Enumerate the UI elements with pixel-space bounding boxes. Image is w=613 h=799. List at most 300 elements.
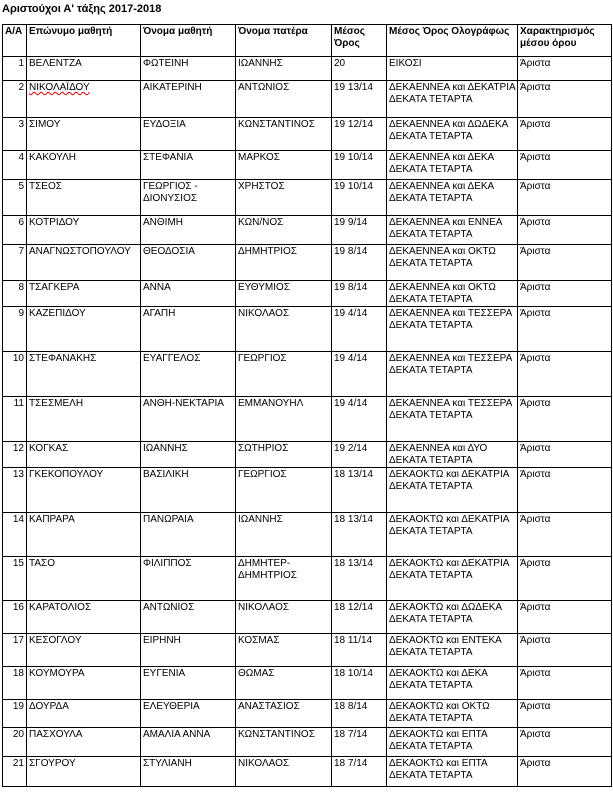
grade-cell — [518, 757, 612, 787]
surname-cell — [27, 468, 141, 513]
grade-cell-text: Άριστα — [520, 82, 551, 93]
grade-cell-text: Άριστα — [520, 701, 551, 712]
grade-cell — [518, 700, 612, 728]
surname-cell — [27, 557, 141, 601]
grade-cell-text: Άριστα — [520, 181, 551, 192]
table-row — [3, 352, 612, 397]
document-title: Αριστούχοι Α' τάξης 2017-2018 — [2, 3, 162, 15]
table-row — [3, 151, 612, 180]
average-words-cell-text: ΔΕΚΑΕΝΝΕΑ και ΤΕΣΣΕΡΑ ΔΕΚΑΤΑ ΤΕΤΑΡΤΑ — [389, 308, 512, 331]
grade-cell-text: Άριστα — [520, 558, 551, 569]
first-name-cell-text: ΙΩΑΝΝΗΣ — [143, 443, 188, 454]
grade-cell — [518, 307, 612, 352]
average-cell — [332, 81, 387, 118]
surname-cell — [27, 634, 141, 667]
first-name-cell — [141, 557, 236, 601]
average-cell — [332, 397, 387, 442]
first-name-cell-text: ΑΙΚΑΤΕΡΙΝΗ — [143, 82, 202, 93]
table-row — [3, 634, 612, 667]
father-name-cell — [236, 118, 332, 151]
average-words-cell — [387, 118, 518, 151]
first-name-cell-text: ΕΛΕΥΘΕΡΙΑ — [143, 701, 200, 712]
father-name-cell — [236, 513, 332, 557]
grade-cell — [518, 397, 612, 442]
row-number — [3, 557, 27, 601]
father-name-cell-text: ΔΗΜΗΤΡΙΟΣ — [238, 246, 297, 257]
row-number-text: 20 — [12, 729, 24, 740]
row-number — [3, 468, 27, 513]
average-cell-text: 19 4/14 — [334, 353, 368, 364]
row-number — [3, 700, 27, 728]
first-name-cell-text: ΣΤΕΦΑΝΙΑ — [143, 152, 193, 163]
average-cell-text: 18 8/14 — [334, 701, 368, 712]
grade-cell-text: Άριστα — [520, 217, 551, 228]
father-name-cell-text: ΝΙΚΟΛΑΟΣ — [238, 602, 290, 613]
first-name-cell — [141, 307, 236, 352]
row-number-text: 9 — [18, 308, 24, 319]
father-name-cell-text: ΜΑΡΚΟΣ — [238, 152, 280, 163]
header-grade: Χαρακτηρισμός μέσου όρου — [518, 25, 612, 57]
first-name-cell — [141, 57, 236, 81]
table-row — [3, 728, 612, 757]
average-words-cell-text: ΔΕΚΑΕΝΝΕΑ και ΤΕΣΣΕΡΑ ΔΕΚΑΤΑ ΤΕΤΑΡΤΑ — [389, 398, 512, 421]
grade-cell-text: Άριστα — [520, 353, 551, 364]
row-number-text: 8 — [18, 282, 24, 293]
average-words-cell — [387, 728, 518, 757]
first-name-cell-text: ΑΝΤΩΝΙΟΣ — [143, 602, 195, 613]
father-name-cell-text: ΣΩΤΗΡΙΟΣ — [238, 443, 289, 454]
grade-cell — [518, 557, 612, 601]
average-words-cell-text: ΔΕΚΑΕΝΝΕΑ και ΕΝΝΕΑ ΔΕΚΑΤΑ ΤΕΤΑΡΤΑ — [389, 217, 502, 240]
average-cell — [332, 667, 387, 700]
row-number-text: 4 — [18, 152, 24, 163]
first-name-cell — [141, 468, 236, 513]
surname-cell-text: ΒΕΛΕΝΤΖΑ — [29, 58, 82, 69]
average-cell — [332, 216, 387, 245]
table-row — [3, 245, 612, 281]
surname-cell — [27, 57, 141, 81]
grade-cell-text: Άριστα — [520, 282, 551, 293]
grade-cell-text: Άριστα — [520, 308, 551, 319]
average-words-cell — [387, 667, 518, 700]
table-row — [3, 180, 612, 216]
average-cell-text: 18 13/14 — [334, 558, 373, 569]
average-words-cell — [387, 601, 518, 634]
row-number — [3, 281, 27, 307]
father-name-cell — [236, 757, 332, 787]
first-name-cell-text: ΑΝΘΙΜΗ — [143, 217, 183, 228]
average-cell-text: 18 7/14 — [334, 729, 368, 740]
row-number-text: 3 — [18, 119, 24, 130]
father-name-cell-text: ΙΩΑΝΝΗΣ — [238, 58, 283, 69]
grade-cell — [518, 57, 612, 81]
first-name-cell-text: ΠΑΝΩΡΑΙΑ — [143, 514, 194, 525]
row-number-text: 13 — [12, 469, 24, 480]
average-cell — [332, 442, 387, 468]
average-cell-text: 19 2/14 — [334, 443, 368, 454]
average-words-cell — [387, 468, 518, 513]
average-cell — [332, 700, 387, 728]
grade-cell — [518, 667, 612, 700]
grade-cell-text: Άριστα — [520, 246, 551, 257]
first-name-cell-text: ΦΩΤΕΙΝΗ — [143, 58, 189, 69]
table-row — [3, 667, 612, 700]
father-name-cell-text: ΚΩΝ/ΝΟΣ — [238, 217, 284, 228]
father-name-cell-text: ΕΥΘΥΜΙΟΣ — [238, 282, 290, 293]
average-words-cell — [387, 700, 518, 728]
father-name-cell — [236, 468, 332, 513]
table-row — [3, 700, 612, 728]
average-words-cell — [387, 151, 518, 180]
average-cell-text: 19 10/14 — [334, 181, 373, 192]
surname-cell — [27, 307, 141, 352]
father-name-cell — [236, 601, 332, 634]
grade-cell-text: Άριστα — [520, 668, 551, 679]
average-cell-text: 18 11/14 — [334, 635, 373, 646]
average-words-cell — [387, 397, 518, 442]
row-number-text: 16 — [12, 602, 24, 613]
first-name-cell — [141, 180, 236, 216]
average-words-cell-text: ΔΕΚΑΕΝΝΕΑ και ΟΚΤΩ ΔΕΚΑΤΑ ΤΕΤΑΡΤΑ — [389, 246, 496, 269]
average-cell — [332, 601, 387, 634]
row-number — [3, 397, 27, 442]
average-words-cell — [387, 81, 518, 118]
grade-cell-text: Άριστα — [520, 758, 551, 769]
average-words-cell-text: ΔΕΚΑΕΝΝΕΑ και ΤΕΣΣΕΡΑ ΔΕΚΑΤΑ ΤΕΤΑΡΤΑ — [389, 353, 512, 376]
average-cell — [332, 281, 387, 307]
average-cell-text: 19 10/14 — [334, 152, 373, 163]
surname-cell — [27, 118, 141, 151]
father-name-cell — [236, 634, 332, 667]
father-name-cell — [236, 81, 332, 118]
father-name-cell-text: ΕΜΜΑΝΟΥΗΛ — [238, 398, 304, 409]
first-name-cell — [141, 245, 236, 281]
average-cell — [332, 728, 387, 757]
first-name-cell — [141, 757, 236, 787]
average-words-cell — [387, 513, 518, 557]
father-name-cell — [236, 180, 332, 216]
average-words-cell-text: ΕΙΚΟΣΙ — [389, 58, 422, 69]
father-name-cell-text: ΑΝΑΣΤΑΣΙΟΣ — [238, 701, 300, 712]
average-cell — [332, 352, 387, 397]
grade-cell — [518, 118, 612, 151]
table-row — [3, 307, 612, 352]
grade-cell-text: Άριστα — [520, 469, 551, 480]
average-cell — [332, 151, 387, 180]
average-words-cell-text: ΔΕΚΑΟΚΤΩ και ΕΠΤΑ ΔΕΚΑΤΑ ΤΕΤΑΡΤΑ — [389, 729, 488, 752]
grade-cell-text: Άριστα — [520, 119, 551, 130]
table-row — [3, 757, 612, 787]
first-name-cell — [141, 281, 236, 307]
row-number — [3, 307, 27, 352]
average-cell — [332, 57, 387, 81]
average-cell-text: 19 8/14 — [334, 246, 368, 257]
father-name-cell-text: ΓΕΩΡΓΙΟΣ — [238, 469, 287, 480]
row-number-text: 12 — [12, 443, 24, 454]
grade-cell-text: Άριστα — [520, 443, 551, 454]
average-words-cell — [387, 245, 518, 281]
grade-cell — [518, 442, 612, 468]
row-number — [3, 57, 27, 81]
first-name-cell — [141, 118, 236, 151]
first-name-cell-text: ΑΜΑΛΙΑ ΑΝΝΑ — [143, 729, 211, 740]
row-number — [3, 81, 27, 118]
average-cell-text: 19 12/14 — [334, 119, 373, 130]
surname-cell — [27, 245, 141, 281]
row-number-text: 15 — [12, 558, 24, 569]
row-number — [3, 151, 27, 180]
row-number — [3, 634, 27, 667]
grade-cell — [518, 151, 612, 180]
row-number-text: 10 — [12, 353, 24, 364]
row-number-text: 18 — [12, 668, 24, 679]
average-words-cell-text: ΔΕΚΑΟΚΤΩ και ΕΠΤΑ ΔΕΚΑΤΑ ΤΕΤΑΡΤΑ — [389, 758, 488, 781]
row-number-text: 21 — [12, 758, 24, 769]
father-name-cell — [236, 151, 332, 180]
table-row — [3, 216, 612, 245]
first-name-cell — [141, 352, 236, 397]
first-name-cell-text: ΑΝΝΑ — [143, 282, 171, 293]
row-number — [3, 728, 27, 757]
father-name-cell — [236, 352, 332, 397]
grade-cell-text: Άριστα — [520, 58, 551, 69]
surname-cell — [27, 281, 141, 307]
surname-cell — [27, 216, 141, 245]
grade-cell — [518, 634, 612, 667]
first-name-cell-text: ΒΑΣΙΛΙΚΗ — [143, 469, 189, 480]
grade-cell — [518, 468, 612, 513]
table-row — [3, 397, 612, 442]
grade-cell — [518, 216, 612, 245]
average-cell-text: 18 13/14 — [334, 469, 373, 480]
father-name-cell — [236, 281, 332, 307]
surname-cell — [27, 728, 141, 757]
table-row — [3, 513, 612, 557]
row-number-text: 11 — [13, 398, 24, 409]
first-name-cell-text: ΕΥΓΕΝΙΑ — [143, 668, 186, 679]
average-cell — [332, 634, 387, 667]
row-number-text: 14 — [12, 514, 24, 525]
table-row — [3, 468, 612, 513]
average-cell-text: 18 12/14 — [334, 602, 373, 613]
row-number-text: 7 — [18, 246, 24, 257]
average-words-cell — [387, 557, 518, 601]
header-row — [3, 25, 612, 57]
surname-cell — [27, 180, 141, 216]
surname-cell-text: ΚΟΓΚΑΣ — [29, 443, 69, 454]
table-row — [3, 57, 612, 81]
average-words-cell-text: ΔΕΚΑΟΚΤΩ και ΔΕΚΑΤΡΙΑ ΔΕΚΑΤΑ ΤΕΤΑΡΤΑ — [389, 469, 509, 492]
average-words-cell — [387, 307, 518, 352]
grade-cell-text: Άριστα — [520, 398, 551, 409]
first-name-cell — [141, 601, 236, 634]
grade-cell — [518, 281, 612, 307]
average-cell — [332, 757, 387, 787]
father-name-cell — [236, 397, 332, 442]
average-cell — [332, 307, 387, 352]
average-cell-text: 19 9/14 — [334, 217, 368, 228]
father-name-cell — [236, 557, 332, 601]
row-number — [3, 757, 27, 787]
grade-cell-text: Άριστα — [520, 152, 551, 163]
surname-cell — [27, 81, 141, 118]
surname-cell — [27, 151, 141, 180]
header-name: Όνομα μαθητή — [141, 25, 236, 57]
average-cell — [332, 557, 387, 601]
grade-cell-text: Άριστα — [520, 635, 551, 646]
first-name-cell-text: ΕΥΔΟΞΙΑ — [143, 119, 186, 130]
surname-cell — [27, 397, 141, 442]
surname-cell — [27, 700, 141, 728]
average-cell — [332, 118, 387, 151]
father-name-cell-text: ΑΝΤΩΝΙΟΣ — [238, 82, 290, 93]
surname-cell-text: ΝΙΚΟΛΑΪΔΟΥ — [29, 82, 90, 93]
table-row — [3, 281, 612, 307]
grade-cell — [518, 601, 612, 634]
father-name-cell-text: ΝΙΚΟΛΑΟΣ — [238, 308, 290, 319]
row-number — [3, 352, 27, 397]
row-number-text: 5 — [18, 181, 24, 192]
father-name-cell — [236, 442, 332, 468]
surname-cell-text: ΤΣΕΣΜΕΛΗ — [29, 398, 84, 409]
surname-cell-text: ΤΑΣΟ — [29, 558, 55, 569]
average-words-cell-text: ΔΕΚΑΟΚΤΩ και ΔΕΚΑΤΡΙΑ ΔΕΚΑΤΑ ΤΕΤΑΡΤΑ — [389, 558, 509, 581]
header-average-words: Μέσος Όρος Ολογράφως — [387, 25, 518, 57]
row-number — [3, 667, 27, 700]
first-name-cell-text: ΦΙΛΙΠΠΟΣ — [143, 558, 192, 569]
row-number — [3, 216, 27, 245]
surname-cell — [27, 513, 141, 557]
row-number-text: 1 — [18, 58, 24, 69]
average-words-cell-text: ΔΕΚΑΟΚΤΩ και ΕΝΤΕΚΑ ΔΕΚΑΤΑ ΤΕΤΑΡΤΑ — [389, 635, 502, 658]
father-name-cell-text: ΚΟΣΜΑΣ — [238, 635, 280, 646]
average-cell-text: 18 7/14 — [334, 758, 368, 769]
average-cell-text: 19 4/14 — [334, 308, 368, 319]
grade-cell-text: Άριστα — [520, 514, 551, 525]
row-number-text: 17 — [12, 635, 24, 646]
table-row — [3, 601, 612, 634]
average-words-cell — [387, 352, 518, 397]
father-name-cell-text: ΔΗΜΗΤΕΡ-ΔΗΜΗΤΡΙΟΣ — [238, 558, 297, 581]
grade-cell-text: Άριστα — [520, 729, 551, 740]
first-name-cell — [141, 151, 236, 180]
surname-cell — [27, 757, 141, 787]
father-name-cell-text: ΓΕΩΡΓΙΟΣ — [238, 353, 287, 364]
table-row — [3, 442, 612, 468]
header-aa: Α/Α — [3, 25, 27, 57]
first-name-cell-text: ΣΤΥΛΙΑΝΗ — [143, 758, 192, 769]
father-name-cell-text: ΧΡΗΣΤΟΣ — [238, 181, 285, 192]
average-words-cell-text: ΔΕΚΑΕΝΝΕΑ και ΔΩΔΕΚΑ ΔΕΚΑΤΑ ΤΕΤΑΡΤΑ — [389, 119, 508, 142]
header-father: Όνομα πατέρα — [236, 25, 332, 57]
first-name-cell — [141, 667, 236, 700]
first-name-cell-text: ΑΓΑΠΗ — [143, 308, 176, 319]
average-words-cell-text: ΔΕΚΑΟΚΤΩ και ΔΕΚΑΤΡΙΑ ΔΕΚΑΤΑ ΤΕΤΑΡΤΑ — [389, 514, 509, 537]
surname-cell-text: ΚΟΤΡΙΔΟΥ — [29, 217, 80, 228]
average-words-cell — [387, 180, 518, 216]
father-name-cell-text: ΙΩΑΝΝΗΣ — [238, 514, 283, 525]
grade-cell — [518, 180, 612, 216]
surname-cell-text: ΑΝΑΓΝΩΣΤΟΠΟΥΛΟΥ — [29, 246, 131, 257]
first-name-cell — [141, 513, 236, 557]
average-cell-text: 19 13/14 — [334, 82, 373, 93]
row-number — [3, 601, 27, 634]
surname-cell-text: ΚΑΖΕΠΙΔΟΥ — [29, 308, 86, 319]
father-name-cell — [236, 667, 332, 700]
surname-cell — [27, 352, 141, 397]
table-row — [3, 81, 612, 118]
grade-cell — [518, 352, 612, 397]
row-number-text: 19 — [12, 701, 24, 712]
first-name-cell-text: ΕΙΡΗΝΗ — [143, 635, 181, 646]
first-name-cell-text: ΓΕΩΡΓΙΟΣ - ΔΙΟΝΥΣΙΟΣ — [143, 181, 198, 204]
surname-cell-text: ΚΑΡΑΤΟΛΙΟΣ — [29, 602, 92, 613]
average-cell-text: 19 4/14 — [334, 398, 368, 409]
average-words-cell-text: ΔΕΚΑΕΝΝΕΑ και ΔΕΚΑ ΔΕΚΑΤΑ ΤΕΤΑΡΤΑ — [389, 152, 494, 175]
surname-cell-text: ΔΟΥΡΔΑ — [29, 701, 69, 712]
father-name-cell — [236, 700, 332, 728]
table-row — [3, 118, 612, 151]
average-cell-text: 20 — [334, 58, 346, 69]
row-number — [3, 180, 27, 216]
first-name-cell-text: ΘΕΟΔΟΣΙΑ — [143, 246, 195, 257]
average-words-cell-text: ΔΕΚΑΕΝΝΕΑ και ΔΥΟ ΔΕΚΑΤΑ ΤΕΤΑΡΤΑ — [389, 443, 488, 466]
grade-cell — [518, 81, 612, 118]
surname-cell-text: ΚΑΚΟΥΛΗ — [29, 152, 76, 163]
average-words-cell — [387, 634, 518, 667]
honors-table — [2, 24, 612, 787]
surname-cell-text: ΚΟΥΜΟΥΡΑ — [29, 668, 85, 679]
surname-cell-text: ΠΑΣΧΟΥΛΑ — [29, 729, 83, 740]
average-cell-text: 18 10/14 — [334, 668, 373, 679]
average-words-cell — [387, 281, 518, 307]
average-cell — [332, 245, 387, 281]
first-name-cell — [141, 700, 236, 728]
average-cell-text: 19 8/14 — [334, 282, 368, 293]
surname-cell-text: ΤΣΑΓΚΕΡΑ — [29, 282, 80, 293]
first-name-cell-text: ΕΥΑΓΓΕΛΟΣ — [143, 353, 201, 364]
average-words-cell-text: ΔΕΚΑΕΝΝΕΑ και ΔΕΚΑ ΔΕΚΑΤΑ ΤΕΤΑΡΤΑ — [389, 181, 494, 204]
average-words-cell-text: ΔΕΚΑΕΝΝΕΑ και ΟΚΤΩ ΔΕΚΑΤΑ ΤΕΤΑΡΤΑ — [389, 282, 496, 305]
row-number — [3, 442, 27, 468]
row-number — [3, 118, 27, 151]
surname-cell-text: ΣΤΕΦΑΝΑΚΗΣ — [29, 353, 97, 364]
header-average: Μέσος Όρος — [332, 25, 387, 57]
father-name-cell — [236, 245, 332, 281]
average-cell — [332, 513, 387, 557]
surname-cell — [27, 667, 141, 700]
average-words-cell — [387, 57, 518, 81]
row-number — [3, 245, 27, 281]
surname-cell-text: ΤΣΕΟΣ — [29, 181, 62, 192]
grade-cell — [518, 513, 612, 557]
father-name-cell — [236, 57, 332, 81]
surname-cell-text: ΓΚΕΚΟΠΟΥΛΟΥ — [29, 469, 104, 480]
surname-cell-text: ΣΙΜΟΥ — [29, 119, 61, 130]
average-cell — [332, 180, 387, 216]
average-words-cell — [387, 442, 518, 468]
father-name-cell — [236, 307, 332, 352]
surname-cell — [27, 442, 141, 468]
header-surname: Επώνυμο μαθητή — [27, 25, 141, 57]
average-cell — [332, 468, 387, 513]
father-name-cell-text: ΝΙΚΟΛΑΟΣ — [238, 758, 290, 769]
father-name-cell — [236, 216, 332, 245]
table-row — [3, 557, 612, 601]
first-name-cell — [141, 81, 236, 118]
average-cell-text: 18 13/14 — [334, 514, 373, 525]
average-words-cell-text: ΔΕΚΑΕΝΝΕΑ και ΔΕΚΑΤΡΙΑ ΔΕΚΑΤΑ ΤΕΤΑΡΤΑ — [389, 82, 516, 105]
